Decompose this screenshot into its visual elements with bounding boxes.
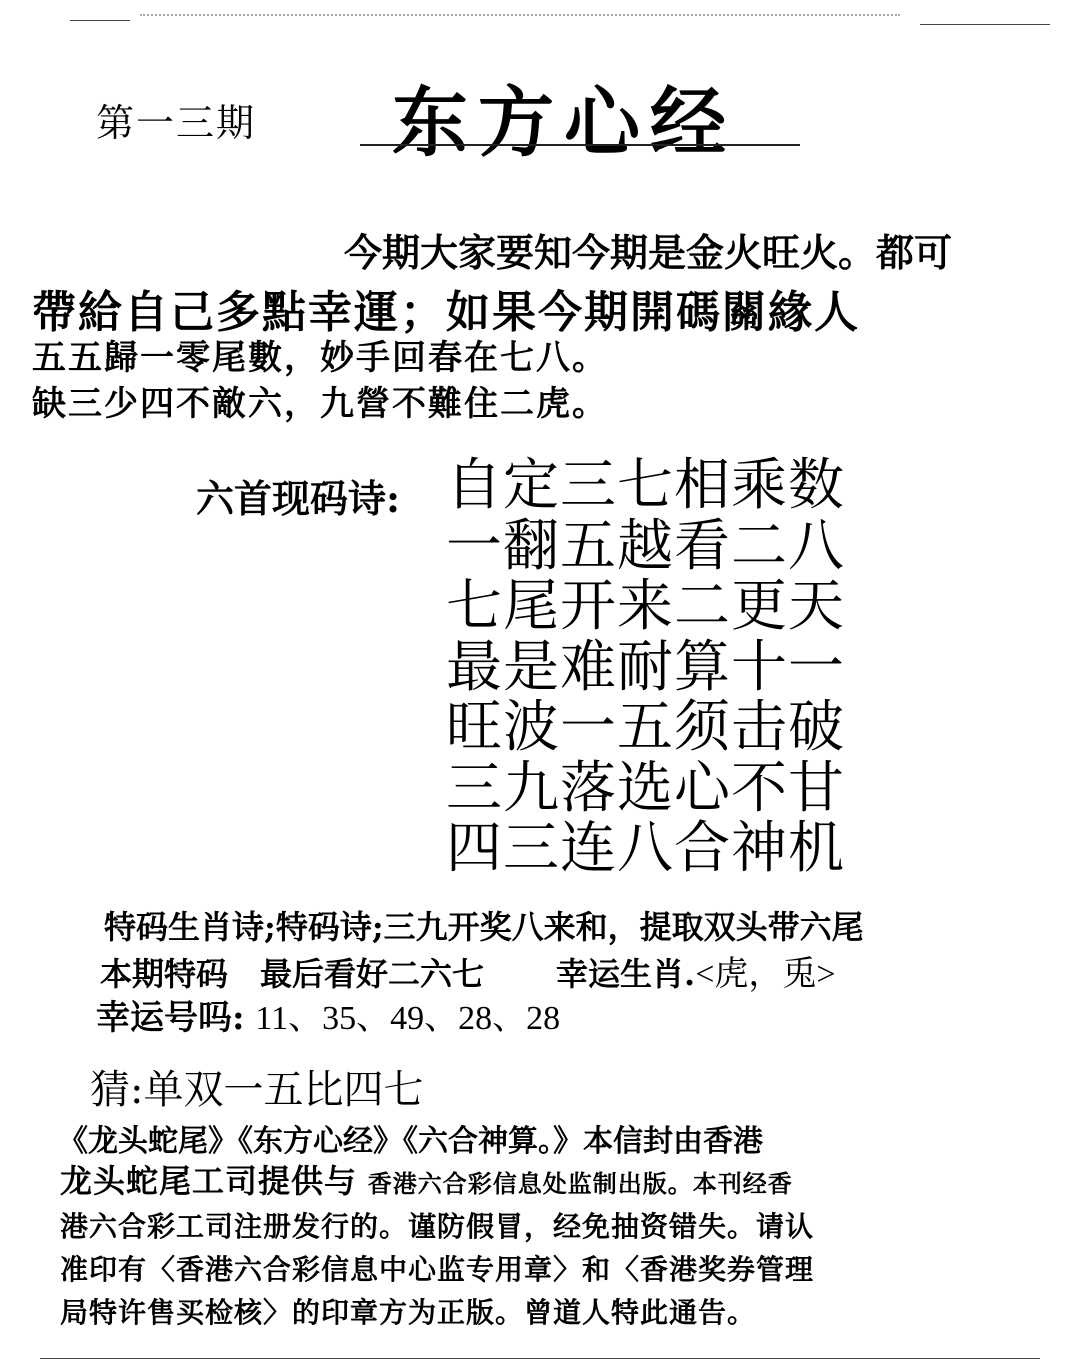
period-label: 本期特码	[100, 955, 229, 993]
period-special-line	[100, 946, 836, 995]
lucky-zodiac-value: <虎，兎>	[695, 956, 836, 993]
notice-line-1a: 龙头蛇尾工司提供与	[60, 1162, 358, 1200]
lucky-numbers-label: 幸运号吗:	[96, 998, 245, 1038]
top-rule-left	[70, 20, 130, 21]
notice-line	[60, 1160, 1030, 1205]
notice-line: 港六合彩工司注册发行的。谨防假冒，经免抽资错失。请认	[60, 1210, 815, 1243]
guess-label: 猜:	[90, 1067, 144, 1113]
poem-line: 旺波一五须击破	[446, 695, 845, 760]
notice-line: 准印有〈香港六合彩信息中心监专用章〉和〈香港奖券管理	[60, 1253, 815, 1286]
notice-line: 局特许售买检核〉的印章方为正版。曾道人特此通告。	[60, 1296, 757, 1329]
lucky-zodiac-label: 幸运生肖.	[556, 955, 696, 993]
poem-line: 最是难耐算十一	[446, 634, 845, 700]
issue-number: 第一三期	[96, 103, 257, 145]
book-titles-line: 《龙头蛇尾》《东方心经》《六合神算。》本信封由香港	[58, 1124, 763, 1159]
intro-line-2: 帶給自己多點幸運；如果今期開碼關緣人	[32, 287, 860, 338]
notice-line-1b: 香港六合彩信息处监制出版。本刊经香	[367, 1169, 793, 1198]
poem-lines	[446, 453, 845, 881]
guess-line	[90, 1058, 423, 1115]
intro-line-4: 缺三少四不敵六，九營不難住二虎。	[32, 384, 608, 424]
lucky-numbers-value: 11、35、49、28、28	[255, 1000, 561, 1037]
intro-line-1: 今期大家要知今期是金火旺火。都可	[344, 230, 953, 275]
tema-poem-line: 特码生肖诗;特码诗;三九开奖八来和，提取双头带六尾	[104, 908, 864, 946]
poem-line: 自定三七相乘数	[446, 453, 845, 518]
bottom-rule	[40, 1358, 1040, 1359]
poem-line: 四三连八合神机	[446, 816, 845, 881]
poem-line: 七尾开来二更天	[446, 574, 845, 639]
guess-text: 单双一五比四七	[143, 1067, 424, 1113]
top-rule-right	[920, 24, 1050, 25]
lucky-numbers-line	[96, 990, 560, 1039]
poem-line: 一翻五越看二八	[446, 513, 845, 579]
top-dotted-rule	[140, 14, 900, 16]
intro-line-3: 五五歸一零尾數，妙手回春在七八。	[32, 338, 608, 378]
notice-paragraph	[60, 1160, 1030, 1334]
page-title: 东方心经	[392, 78, 736, 167]
poem-label: 六首现码诗:	[196, 476, 401, 521]
title-underline	[360, 144, 800, 146]
poem-line: 三九落选心不甘	[446, 755, 845, 821]
period-value: 最后看好二六七	[260, 955, 485, 993]
